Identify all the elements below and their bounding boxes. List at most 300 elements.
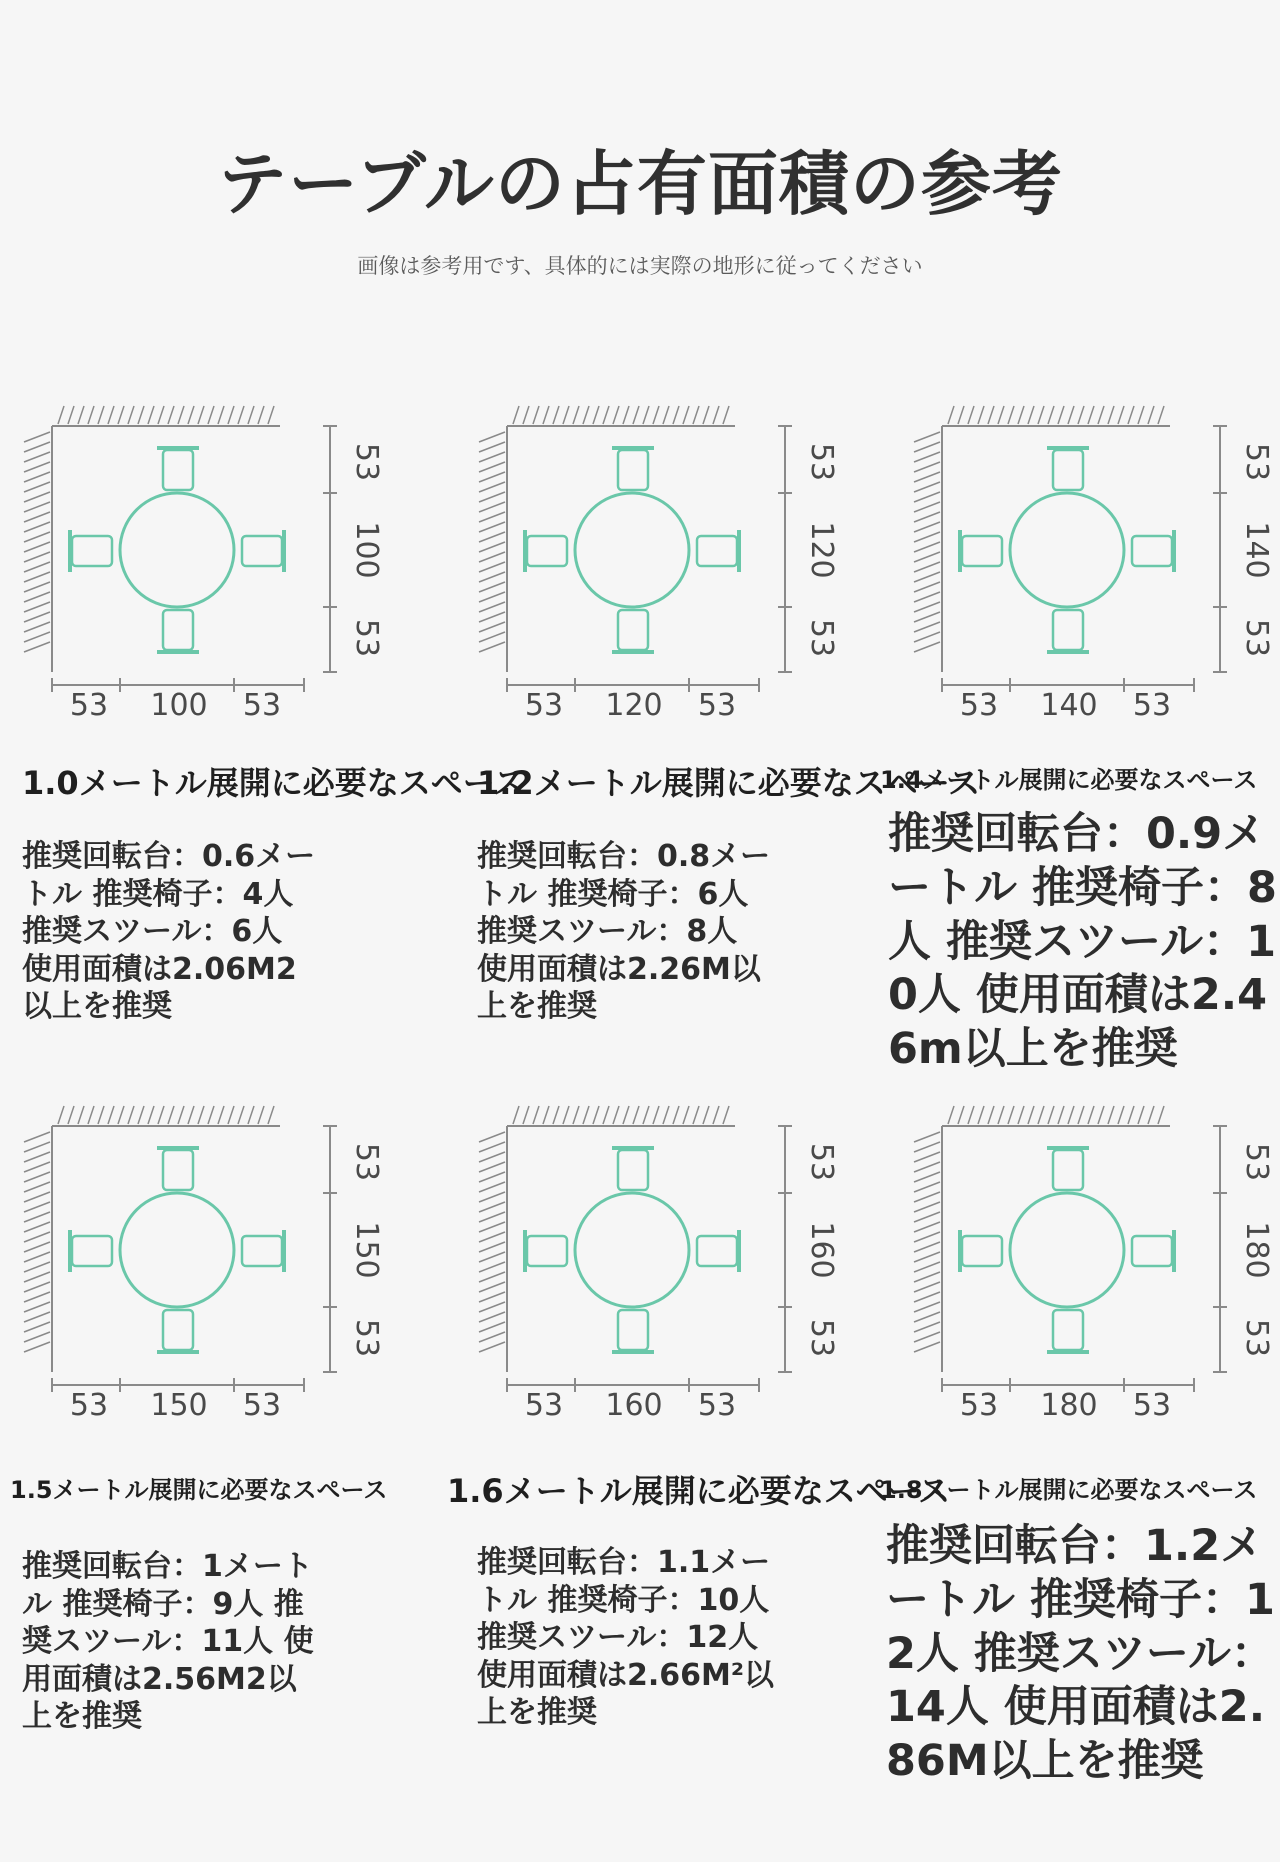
wall-hatch bbox=[1138, 406, 1144, 424]
wall-hatch bbox=[479, 1332, 505, 1342]
table-layout-diagram bbox=[912, 400, 1274, 730]
dim-side-top: 53 bbox=[1239, 442, 1274, 482]
wall-hatch bbox=[603, 1106, 609, 1124]
wall-hatch bbox=[218, 1106, 224, 1124]
wall-hatch bbox=[58, 1106, 64, 1124]
wall-hatch bbox=[479, 482, 505, 492]
wall-hatch bbox=[1148, 406, 1154, 424]
wall-hatch bbox=[68, 406, 74, 424]
dim-bottom-left: 53 bbox=[959, 688, 999, 723]
wall-hatch bbox=[24, 1192, 50, 1202]
card-caption: 1.0メートル展開に必要なスペース bbox=[22, 764, 526, 802]
wall-hatch bbox=[24, 452, 50, 462]
wall-hatch bbox=[988, 406, 994, 424]
wall-hatch bbox=[238, 406, 244, 424]
wall-hatch bbox=[998, 406, 1004, 424]
wall-hatch bbox=[703, 406, 709, 424]
card-details: 推奨回転台：0.9メートル 推奨椅子：8人 推奨スツール：10人 使用面積は2.46m以上を推奨 bbox=[888, 809, 1277, 1074]
wall-hatch bbox=[723, 1106, 729, 1124]
wall-hatch bbox=[198, 406, 204, 424]
wall-hatch bbox=[479, 602, 505, 612]
wall-hatch bbox=[158, 406, 164, 424]
wall-hatch bbox=[978, 406, 984, 424]
wall-hatch bbox=[218, 406, 224, 424]
wall-hatch bbox=[188, 1106, 194, 1124]
wall-hatch bbox=[68, 1106, 74, 1124]
wall-hatch bbox=[479, 612, 505, 622]
wall-hatch bbox=[1098, 406, 1104, 424]
table-layout-diagram bbox=[22, 400, 384, 730]
chair-top bbox=[163, 1150, 193, 1190]
wall-hatch bbox=[24, 1272, 50, 1282]
wall-hatch bbox=[914, 632, 940, 642]
wall-hatch bbox=[914, 532, 940, 542]
wall-hatch bbox=[479, 1312, 505, 1322]
wall-hatch bbox=[118, 406, 124, 424]
wall-hatch bbox=[198, 1106, 204, 1124]
wall-hatch bbox=[914, 1282, 940, 1292]
wall-hatch bbox=[479, 522, 505, 532]
wall-hatch bbox=[1108, 406, 1114, 424]
wall-hatch bbox=[643, 1106, 649, 1124]
wall-hatch bbox=[914, 482, 940, 492]
wall-hatch bbox=[58, 406, 64, 424]
wall-hatch bbox=[914, 1332, 940, 1342]
wall-hatch bbox=[1078, 406, 1084, 424]
wall-hatch bbox=[914, 462, 940, 472]
chair-left bbox=[962, 536, 1002, 566]
wall-hatch bbox=[643, 406, 649, 424]
page-subtitle: 画像は参考用です、具体的には実際の地形に従ってください bbox=[357, 254, 923, 278]
dim-bottom-right: 53 bbox=[697, 688, 737, 723]
wall-hatch bbox=[543, 406, 549, 424]
dim-side-bottom: 53 bbox=[1239, 618, 1274, 658]
wall-hatch bbox=[148, 406, 154, 424]
dim-side-top: 53 bbox=[349, 442, 384, 482]
wall-hatch bbox=[479, 582, 505, 592]
round-table bbox=[120, 493, 234, 607]
wall-hatch bbox=[479, 462, 505, 472]
wall-hatch bbox=[24, 612, 50, 622]
wall-hatch bbox=[24, 1152, 50, 1162]
wall-hatch bbox=[24, 472, 50, 482]
wall-hatch bbox=[914, 432, 940, 442]
wall-hatch bbox=[914, 582, 940, 592]
wall-hatch bbox=[248, 406, 254, 424]
table-layout-diagram bbox=[912, 1100, 1274, 1430]
dim-side-bottom: 53 bbox=[804, 618, 839, 658]
wall-hatch bbox=[563, 1106, 569, 1124]
dim-bottom-diameter: 150 bbox=[150, 1388, 208, 1423]
wall-hatch bbox=[479, 1252, 505, 1262]
chair-left bbox=[72, 1236, 112, 1266]
wall-hatch bbox=[479, 1232, 505, 1242]
wall-hatch bbox=[479, 1132, 505, 1142]
dim-side-top: 53 bbox=[349, 1142, 384, 1182]
wall-hatch bbox=[1128, 1106, 1134, 1124]
wall-hatch bbox=[24, 1232, 50, 1242]
wall-hatch bbox=[1048, 406, 1054, 424]
wall-hatch bbox=[673, 1106, 679, 1124]
wall-hatch bbox=[663, 406, 669, 424]
wall-hatch bbox=[553, 406, 559, 424]
wall-hatch bbox=[623, 1106, 629, 1124]
wall-hatch bbox=[108, 1106, 114, 1124]
wall-hatch bbox=[479, 442, 505, 452]
card-caption: 1.5メートル展開に必要なスペース bbox=[10, 1476, 388, 1504]
chair-right bbox=[242, 1236, 282, 1266]
wall-hatch bbox=[914, 1192, 940, 1202]
wall-hatch bbox=[24, 492, 50, 502]
dim-bottom-diameter: 100 bbox=[150, 688, 208, 723]
wall-hatch bbox=[24, 1332, 50, 1342]
table-card bbox=[880, 1100, 1275, 1786]
wall-hatch bbox=[78, 1106, 84, 1124]
wall-hatch bbox=[168, 406, 174, 424]
wall-hatch bbox=[553, 1106, 559, 1124]
dim-side-diameter: 150 bbox=[349, 1221, 384, 1279]
wall-hatch bbox=[914, 1342, 940, 1352]
dim-side-bottom: 53 bbox=[349, 1318, 384, 1358]
dim-side-diameter: 180 bbox=[1239, 1221, 1274, 1279]
table-card bbox=[477, 400, 981, 1024]
wall-hatch bbox=[1098, 1106, 1104, 1124]
wall-hatch bbox=[513, 406, 519, 424]
wall-hatch bbox=[653, 1106, 659, 1124]
chair-left bbox=[962, 1236, 1002, 1266]
wall-hatch bbox=[914, 592, 940, 602]
round-table bbox=[575, 1193, 689, 1307]
wall-hatch bbox=[24, 1212, 50, 1222]
wall-hatch bbox=[914, 1292, 940, 1302]
wall-hatch bbox=[24, 1162, 50, 1172]
wall-hatch bbox=[1118, 1106, 1124, 1124]
wall-hatch bbox=[479, 552, 505, 562]
wall-hatch bbox=[1048, 1106, 1054, 1124]
wall-hatch bbox=[138, 1106, 144, 1124]
wall-hatch bbox=[479, 1142, 505, 1152]
wall-hatch bbox=[914, 1142, 940, 1152]
wall-hatch bbox=[1018, 406, 1024, 424]
dim-bottom-diameter: 140 bbox=[1040, 688, 1098, 723]
wall-hatch bbox=[24, 1222, 50, 1232]
wall-hatch bbox=[78, 406, 84, 424]
wall-hatch bbox=[583, 406, 589, 424]
wall-hatch bbox=[479, 472, 505, 482]
wall-hatch bbox=[683, 406, 689, 424]
dim-side-top: 53 bbox=[804, 442, 839, 482]
dim-bottom-right: 53 bbox=[697, 1388, 737, 1423]
wall-hatch bbox=[914, 502, 940, 512]
wall-hatch bbox=[563, 406, 569, 424]
chair-bottom bbox=[163, 610, 193, 650]
dim-bottom-diameter: 180 bbox=[1040, 1388, 1098, 1423]
wall-hatch bbox=[178, 406, 184, 424]
wall-hatch bbox=[148, 1106, 154, 1124]
wall-hatch bbox=[1038, 406, 1044, 424]
chair-top bbox=[618, 450, 648, 490]
wall-hatch bbox=[479, 1262, 505, 1272]
wall-hatch bbox=[914, 1232, 940, 1242]
wall-hatch bbox=[603, 406, 609, 424]
card-caption: 1.2メートル展開に必要なスペース bbox=[477, 764, 981, 802]
wall-hatch bbox=[573, 1106, 579, 1124]
wall-hatch bbox=[268, 1106, 274, 1124]
dim-bottom-right: 53 bbox=[1132, 1388, 1172, 1423]
dim-bottom-right: 53 bbox=[1132, 688, 1172, 723]
wall-hatch bbox=[623, 406, 629, 424]
dim-bottom-left: 53 bbox=[524, 1388, 564, 1423]
card-details: 推奨回転台：1.2メートル 推奨椅子：12人 推奨スツール：14人 使用面積は2.86M以上を推奨 bbox=[886, 1521, 1275, 1786]
wall-hatch bbox=[523, 1106, 529, 1124]
wall-hatch bbox=[268, 406, 274, 424]
wall-hatch bbox=[24, 482, 50, 492]
wall-hatch bbox=[258, 406, 264, 424]
wall-hatch bbox=[479, 432, 505, 442]
wall-hatch bbox=[178, 1106, 184, 1124]
wall-hatch bbox=[24, 1132, 50, 1142]
wall-hatch bbox=[24, 582, 50, 592]
wall-hatch bbox=[914, 1242, 940, 1252]
wall-hatch bbox=[713, 406, 719, 424]
wall-hatch bbox=[24, 1302, 50, 1312]
chair-top bbox=[1053, 1150, 1083, 1190]
wall-hatch bbox=[479, 1212, 505, 1222]
round-table bbox=[120, 1193, 234, 1307]
wall-hatch bbox=[914, 572, 940, 582]
chair-left bbox=[72, 536, 112, 566]
chair-top bbox=[618, 1150, 648, 1190]
wall-hatch bbox=[479, 622, 505, 632]
chair-bottom bbox=[618, 1310, 648, 1350]
wall-hatch bbox=[1068, 406, 1074, 424]
wall-hatch bbox=[914, 1162, 940, 1172]
wall-hatch bbox=[1118, 406, 1124, 424]
dim-side-top: 53 bbox=[804, 1142, 839, 1182]
chair-bottom bbox=[163, 1310, 193, 1350]
wall-hatch bbox=[24, 562, 50, 572]
table-card bbox=[447, 1100, 951, 1750]
wall-hatch bbox=[914, 1322, 940, 1332]
wall-hatch bbox=[24, 522, 50, 532]
wall-hatch bbox=[24, 642, 50, 652]
chair-bottom bbox=[618, 610, 648, 650]
dim-bottom-left: 53 bbox=[69, 1388, 109, 1423]
wall-hatch bbox=[533, 406, 539, 424]
wall-hatch bbox=[479, 1342, 505, 1352]
chair-right bbox=[697, 1236, 737, 1266]
wall-hatch bbox=[703, 1106, 709, 1124]
wall-hatch bbox=[1058, 1106, 1064, 1124]
wall-hatch bbox=[24, 552, 50, 562]
chair-left bbox=[527, 536, 567, 566]
wall-hatch bbox=[479, 562, 505, 572]
wall-hatch bbox=[88, 1106, 94, 1124]
table-card bbox=[880, 400, 1277, 1074]
round-table bbox=[575, 493, 689, 607]
wall-hatch bbox=[479, 1292, 505, 1302]
wall-hatch bbox=[914, 602, 940, 612]
wall-hatch bbox=[1028, 406, 1034, 424]
wall-hatch bbox=[24, 442, 50, 452]
wall-hatch bbox=[24, 1242, 50, 1252]
wall-hatch bbox=[1078, 1106, 1084, 1124]
wall-hatch bbox=[1158, 1106, 1164, 1124]
wall-hatch bbox=[479, 1202, 505, 1212]
wall-hatch bbox=[24, 1322, 50, 1332]
wall-hatch bbox=[533, 1106, 539, 1124]
wall-hatch bbox=[479, 1182, 505, 1192]
dim-side-diameter: 140 bbox=[1239, 521, 1274, 579]
wall-hatch bbox=[583, 1106, 589, 1124]
wall-hatch bbox=[1128, 406, 1134, 424]
wall-hatch bbox=[479, 1162, 505, 1172]
wall-hatch bbox=[948, 1106, 954, 1124]
wall-hatch bbox=[1038, 1106, 1044, 1124]
wall-hatch bbox=[968, 1106, 974, 1124]
wall-hatch bbox=[24, 1282, 50, 1292]
wall-hatch bbox=[978, 1106, 984, 1124]
wall-hatch bbox=[683, 1106, 689, 1124]
wall-hatch bbox=[258, 1106, 264, 1124]
wall-hatch bbox=[914, 1152, 940, 1162]
dim-bottom-right: 53 bbox=[242, 688, 282, 723]
wall-hatch bbox=[24, 462, 50, 472]
wall-hatch bbox=[914, 1182, 940, 1192]
wall-hatch bbox=[479, 1282, 505, 1292]
dim-side-diameter: 160 bbox=[804, 1221, 839, 1279]
card-details: 推奨回転台：0.6メートル 推奨椅子：4人 推奨スツール：6人 使用面積は2.06M2以上を推奨 bbox=[22, 839, 316, 1024]
wall-hatch bbox=[914, 612, 940, 622]
chair-top bbox=[163, 450, 193, 490]
wall-hatch bbox=[713, 1106, 719, 1124]
wall-hatch bbox=[24, 502, 50, 512]
chair-right bbox=[242, 536, 282, 566]
wall-hatch bbox=[1068, 1106, 1074, 1124]
wall-hatch bbox=[479, 1242, 505, 1252]
wall-hatch bbox=[663, 1106, 669, 1124]
wall-hatch bbox=[479, 452, 505, 462]
card-caption: 1.4メートル展開に必要なスペース bbox=[880, 766, 1258, 794]
wall-hatch bbox=[24, 592, 50, 602]
wall-hatch bbox=[914, 542, 940, 552]
wall-hatch bbox=[1088, 406, 1094, 424]
wall-hatch bbox=[914, 522, 940, 532]
wall-hatch bbox=[914, 1302, 940, 1312]
wall-hatch bbox=[24, 1292, 50, 1302]
wall-hatch bbox=[479, 1222, 505, 1232]
wall-hatch bbox=[479, 1192, 505, 1202]
wall-hatch bbox=[958, 406, 964, 424]
wall-hatch bbox=[24, 1202, 50, 1212]
wall-hatch bbox=[118, 1106, 124, 1124]
wall-hatch bbox=[479, 1152, 505, 1162]
wall-hatch bbox=[633, 1106, 639, 1124]
page-title: テーブルの占有面積の参考 bbox=[217, 143, 1063, 225]
wall-hatch bbox=[914, 1202, 940, 1212]
dim-bottom-diameter: 160 bbox=[605, 1388, 663, 1423]
chair-bottom bbox=[1053, 610, 1083, 650]
wall-hatch bbox=[88, 406, 94, 424]
wall-hatch bbox=[968, 406, 974, 424]
wall-hatch bbox=[24, 512, 50, 522]
chair-left bbox=[527, 1236, 567, 1266]
wall-hatch bbox=[1008, 1106, 1014, 1124]
wall-hatch bbox=[613, 1106, 619, 1124]
wall-hatch bbox=[914, 1312, 940, 1322]
wall-hatch bbox=[914, 1252, 940, 1262]
round-table bbox=[1010, 493, 1124, 607]
wall-hatch bbox=[24, 622, 50, 632]
wall-hatch bbox=[238, 1106, 244, 1124]
wall-hatch bbox=[914, 642, 940, 652]
wall-hatch bbox=[914, 512, 940, 522]
table-layout-diagram bbox=[22, 1100, 384, 1430]
wall-hatch bbox=[633, 406, 639, 424]
chair-right bbox=[1132, 1236, 1172, 1266]
wall-hatch bbox=[24, 432, 50, 442]
dim-bottom-diameter: 120 bbox=[605, 688, 663, 723]
dim-bottom-right: 53 bbox=[242, 1388, 282, 1423]
chair-right bbox=[697, 536, 737, 566]
wall-hatch bbox=[958, 1106, 964, 1124]
table-layout-diagram bbox=[477, 1100, 839, 1430]
wall-hatch bbox=[513, 1106, 519, 1124]
wall-hatch bbox=[479, 512, 505, 522]
dim-side-bottom: 53 bbox=[804, 1318, 839, 1358]
dim-side-diameter: 120 bbox=[804, 521, 839, 579]
wall-hatch bbox=[479, 1322, 505, 1332]
wall-hatch bbox=[988, 1106, 994, 1124]
wall-hatch bbox=[479, 492, 505, 502]
wall-hatch bbox=[24, 632, 50, 642]
wall-hatch bbox=[613, 406, 619, 424]
dim-bottom-left: 53 bbox=[524, 688, 564, 723]
wall-hatch bbox=[1028, 1106, 1034, 1124]
table-card bbox=[10, 1100, 462, 1750]
wall-hatch bbox=[24, 1252, 50, 1262]
wall-hatch bbox=[98, 1106, 104, 1124]
wall-hatch bbox=[24, 1172, 50, 1182]
wall-hatch bbox=[24, 1262, 50, 1272]
dim-side-bottom: 53 bbox=[349, 618, 384, 658]
wall-hatch bbox=[24, 1142, 50, 1152]
wall-hatch bbox=[128, 406, 134, 424]
wall-hatch bbox=[1138, 1106, 1144, 1124]
wall-hatch bbox=[128, 1106, 134, 1124]
wall-hatch bbox=[188, 406, 194, 424]
round-table bbox=[1010, 1193, 1124, 1307]
wall-hatch bbox=[479, 1172, 505, 1182]
wall-hatch bbox=[693, 406, 699, 424]
dim-side-diameter: 100 bbox=[349, 521, 384, 579]
wall-hatch bbox=[693, 1106, 699, 1124]
wall-hatch bbox=[168, 1106, 174, 1124]
wall-hatch bbox=[208, 406, 214, 424]
wall-hatch bbox=[543, 1106, 549, 1124]
wall-hatch bbox=[673, 406, 679, 424]
dim-side-top: 53 bbox=[1239, 1142, 1274, 1182]
wall-hatch bbox=[998, 1106, 1004, 1124]
card-caption: 1.8メートル展開に必要なスペース bbox=[880, 1476, 1258, 1504]
wall-hatch bbox=[1058, 406, 1064, 424]
wall-hatch bbox=[1008, 406, 1014, 424]
chair-bottom bbox=[1053, 1310, 1083, 1350]
wall-hatch bbox=[1088, 1106, 1094, 1124]
dim-bottom-left: 53 bbox=[69, 688, 109, 723]
wall-hatch bbox=[914, 1212, 940, 1222]
wall-hatch bbox=[24, 1182, 50, 1192]
